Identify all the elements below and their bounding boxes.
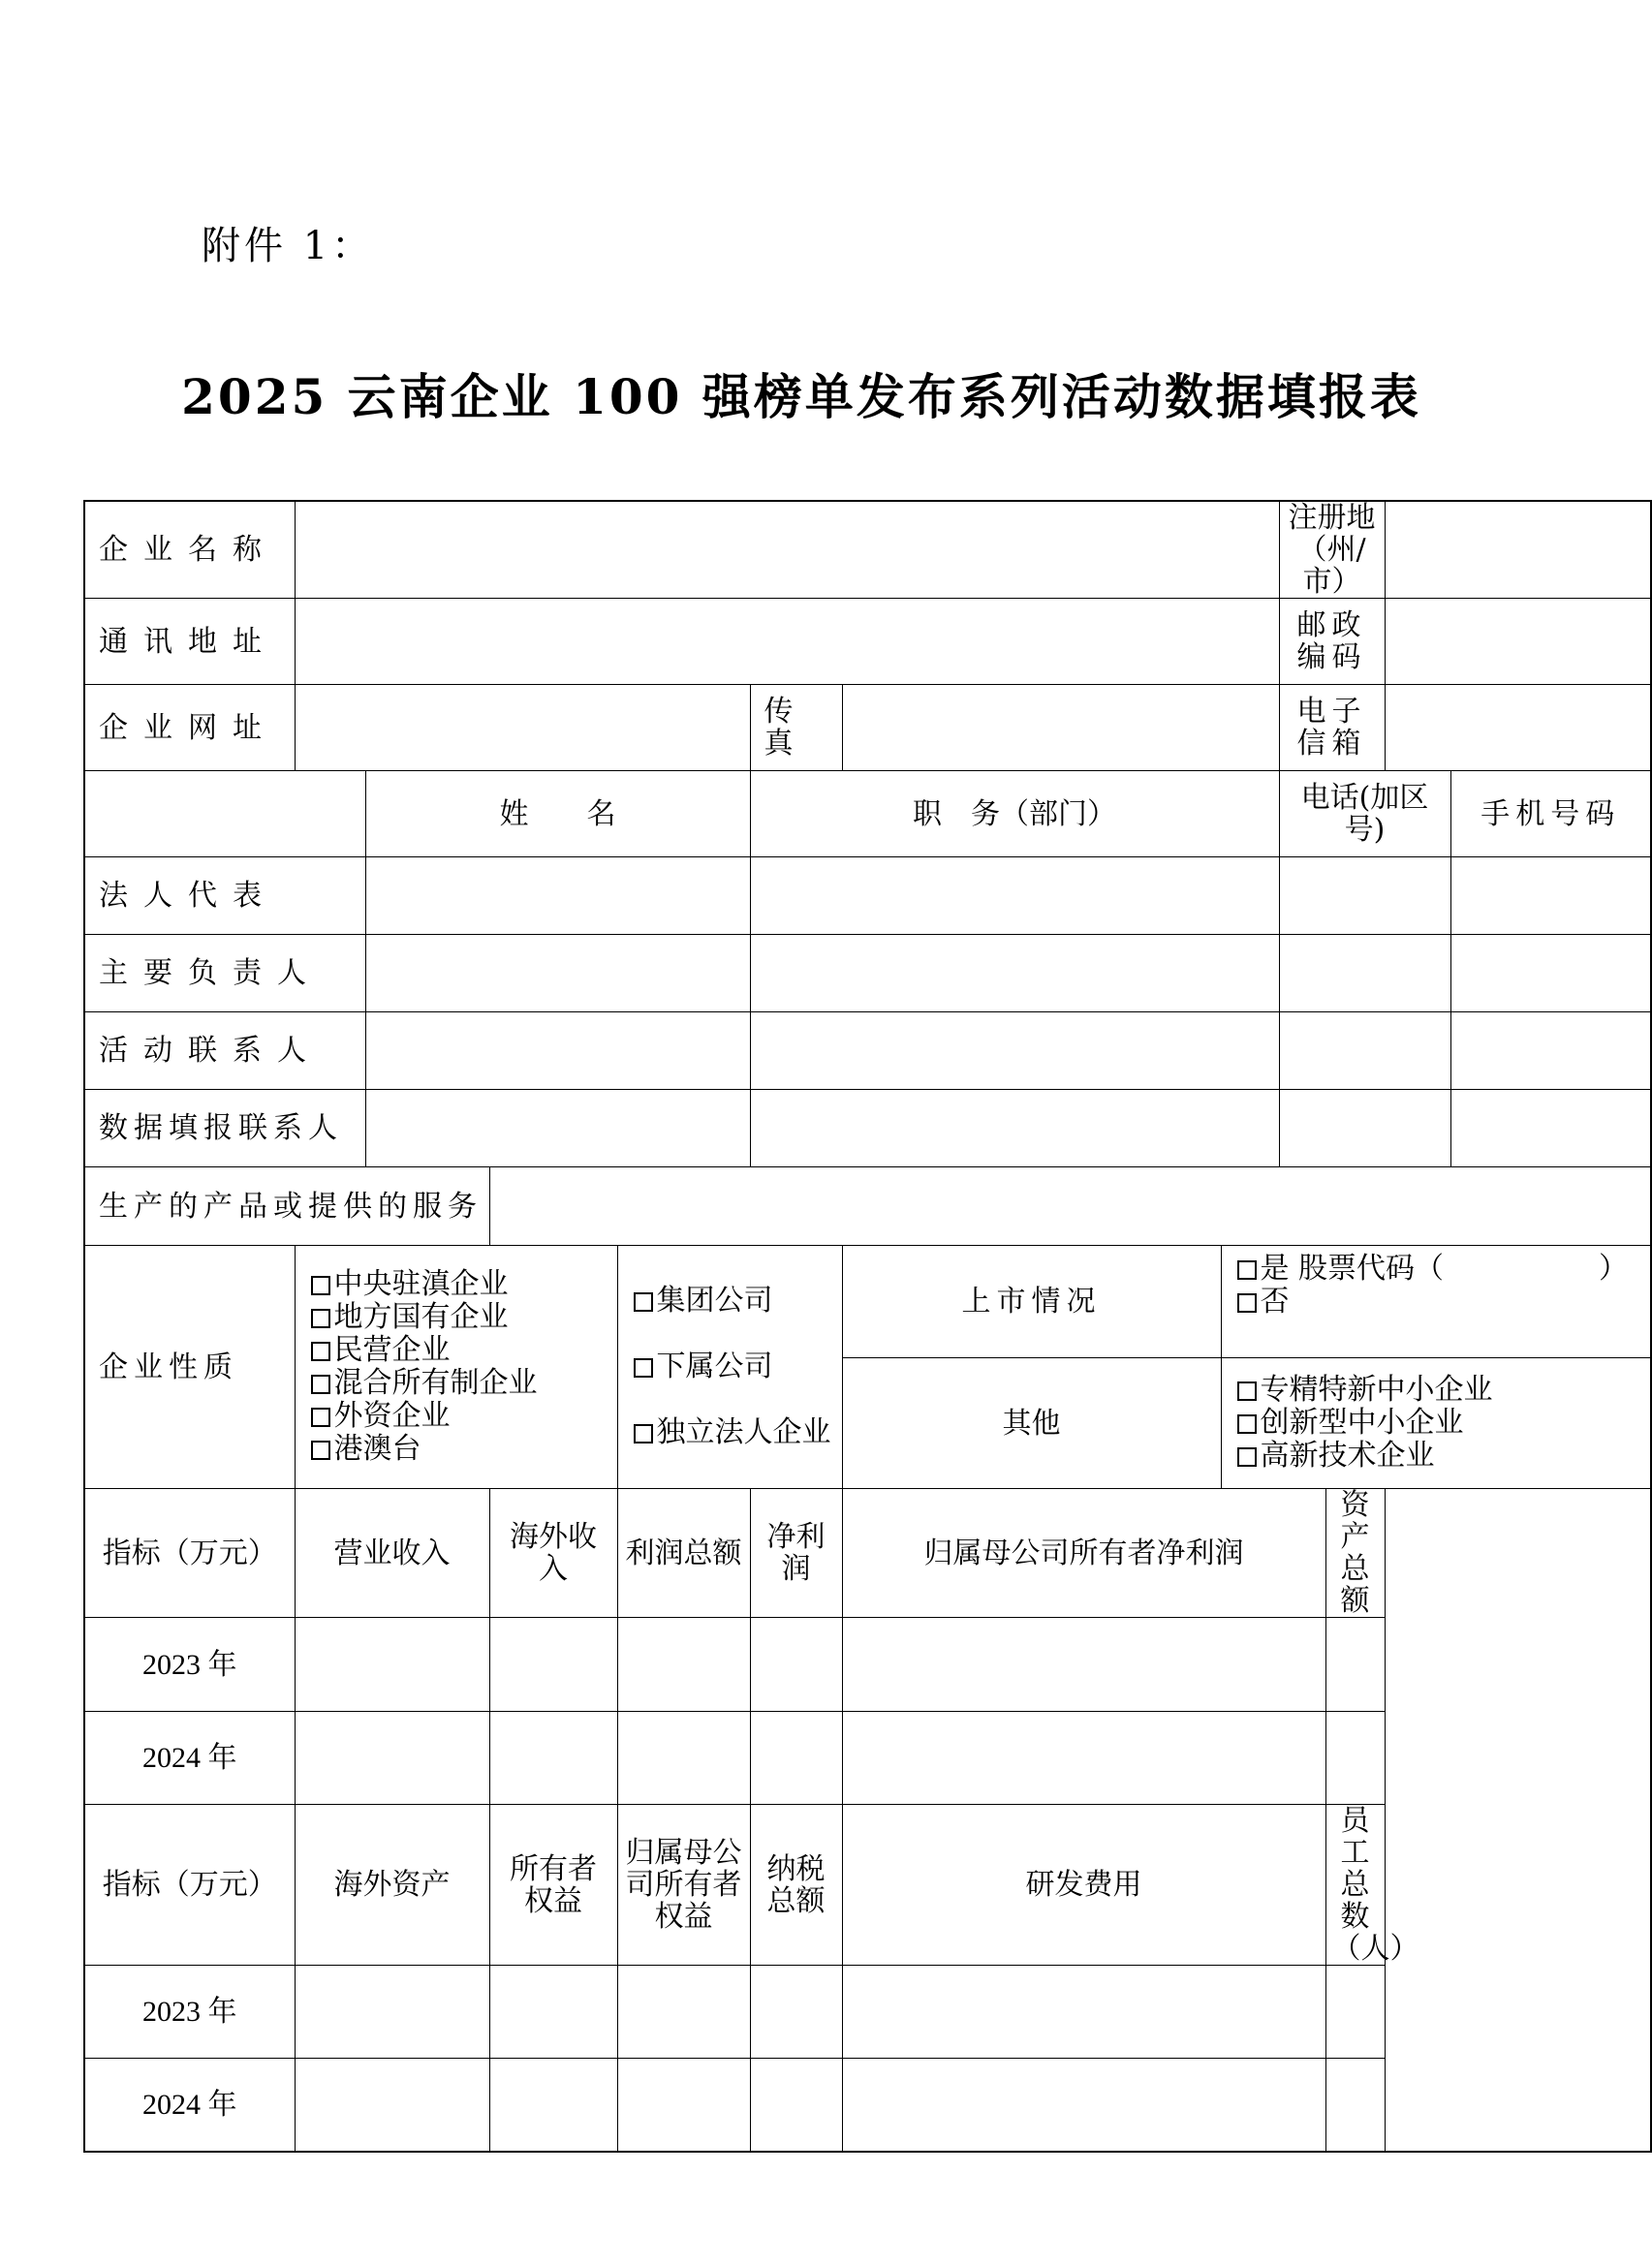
other-label: 其他 <box>842 1358 1221 1489</box>
metrics1-label: 指标（万元） <box>84 1489 295 1618</box>
metric-field[interactable] <box>489 2059 617 2152</box>
structure-option[interactable] <box>634 1400 836 1466</box>
contact-name-field[interactable] <box>365 857 750 935</box>
metrics1-header: 海外收入 <box>489 1489 617 1618</box>
metric-field[interactable] <box>842 1966 1325 2059</box>
checkbox-icon[interactable] <box>311 1408 330 1427</box>
contact-row-label: 活动联系人 <box>84 1012 365 1090</box>
contact-mobile-field[interactable] <box>1450 1012 1651 1090</box>
structure-option[interactable] <box>634 1334 836 1400</box>
contact-position-field[interactable] <box>750 1090 1279 1167</box>
address-label: 通讯地址 <box>84 599 295 685</box>
metric-field[interactable] <box>842 2059 1325 2152</box>
metric-field[interactable] <box>295 1966 489 2059</box>
ownership-option-label: 民营企业 <box>333 1333 451 1367</box>
metrics2-header: 纳税总额 <box>750 1805 842 1966</box>
metrics2-header: 所有者权益 <box>489 1805 617 1966</box>
contact-name-field[interactable] <box>365 935 750 1012</box>
listing-yes-label: 是 股票代码（ <box>1260 1251 1445 1286</box>
page-title: 2025 云南企业 100 强榜单发布系列活动数据填报表 <box>181 368 1421 425</box>
ownership-option-label: 港澳台 <box>333 1432 421 1466</box>
metric-field[interactable] <box>750 2059 842 2152</box>
structure-option-label: 独立法人企业 <box>656 1415 831 1449</box>
email-label: 电子信箱 <box>1279 685 1385 771</box>
postcode-field[interactable] <box>1385 599 1651 685</box>
metrics1-year-label: 2023 年 <box>84 1618 295 1712</box>
reg-place-label-line2: （州/市） <box>1297 533 1366 599</box>
website-label: 企业网址 <box>84 685 295 771</box>
contacts-corner-cell <box>84 771 365 857</box>
products-field[interactable] <box>489 1167 1651 1246</box>
listing-options <box>1221 1246 1651 1358</box>
metric-field[interactable] <box>295 1712 489 1805</box>
fax-field[interactable] <box>842 685 1279 771</box>
reg-place-field[interactable] <box>1385 501 1651 599</box>
other-option-label: 创新型中小企业 <box>1260 1406 1464 1440</box>
metric-field[interactable] <box>1325 2059 1385 2152</box>
ownership-option[interactable] <box>311 1301 611 1334</box>
listing-yes-close: ） <box>1599 1251 1629 1286</box>
metric-field[interactable] <box>1325 1712 1385 1805</box>
checkbox-icon[interactable] <box>634 1292 653 1312</box>
checkbox-icon[interactable] <box>1237 1381 1257 1401</box>
checkbox-icon[interactable] <box>311 1309 330 1328</box>
company-name-field[interactable] <box>295 501 1279 599</box>
ownership-option[interactable] <box>311 1334 611 1367</box>
contact-mobile-field[interactable] <box>1450 935 1651 1012</box>
metrics2-header: 海外资产 <box>295 1805 489 1966</box>
contact-row-label: 数据填报联系人 <box>84 1090 365 1167</box>
contact-mobile-field[interactable] <box>1450 857 1651 935</box>
metrics2-header: 员工总数（人） <box>1325 1805 1385 1966</box>
metrics2-header: 研发费用 <box>842 1805 1325 1966</box>
metrics1-header: 利润总额 <box>617 1489 750 1618</box>
other-options <box>1221 1358 1651 1489</box>
fax-label: 传 真 <box>750 685 842 771</box>
ownership-options <box>295 1246 617 1489</box>
contact-position-field[interactable] <box>750 857 1279 935</box>
other-option[interactable] <box>1237 1407 1645 1440</box>
metric-field[interactable] <box>295 1618 489 1712</box>
metric-field[interactable] <box>1325 1966 1385 2059</box>
metrics1-header: 资产总额 <box>1325 1489 1385 1618</box>
metrics2-year-label: 2024 年 <box>84 2059 295 2152</box>
products-label: 生产的产品或提供的服务 <box>84 1167 489 1246</box>
metric-field[interactable] <box>489 1966 617 2059</box>
contact-row-label: 法人代表 <box>84 857 365 935</box>
metric-field[interactable] <box>617 2059 750 2152</box>
checkbox-icon[interactable] <box>634 1424 653 1443</box>
checkbox-icon[interactable] <box>311 1342 330 1361</box>
metric-field[interactable] <box>617 1712 750 1805</box>
checkbox-icon[interactable] <box>1237 1293 1257 1313</box>
attachment-label: 附件 1： <box>202 224 375 268</box>
listing-label: 上市情况 <box>842 1246 1221 1358</box>
metric-field[interactable] <box>842 1712 1325 1805</box>
metrics2-label: 指标（万元） <box>84 1805 295 1966</box>
other-option-label: 高新技术企业 <box>1260 1439 1435 1473</box>
checkbox-icon[interactable] <box>634 1358 653 1378</box>
metric-field[interactable] <box>617 1618 750 1712</box>
ownership-option[interactable] <box>311 1400 611 1433</box>
ownership-option-label: 中央驻滇企业 <box>333 1267 509 1301</box>
checkbox-icon[interactable] <box>311 1441 330 1460</box>
listing-no-option[interactable] <box>1237 1286 1645 1319</box>
contact-phone-field[interactable] <box>1279 1090 1450 1167</box>
reg-place-label-line1: 注册地 <box>1288 501 1376 535</box>
ownership-option[interactable] <box>311 1367 611 1400</box>
contact-name-field[interactable] <box>365 1012 750 1090</box>
contact-phone-field[interactable] <box>1279 935 1450 1012</box>
ownership-option[interactable] <box>311 1433 611 1466</box>
nature-label: 企业性质 <box>84 1246 295 1489</box>
email-field[interactable] <box>1385 685 1651 771</box>
metric-field[interactable] <box>750 1618 842 1712</box>
checkbox-icon[interactable] <box>1237 1414 1257 1434</box>
contacts-header-mobile: 手机号码 <box>1450 771 1651 857</box>
contact-phone-field[interactable] <box>1279 857 1450 935</box>
metric-field[interactable] <box>750 1966 842 2059</box>
metrics1-header: 净利润 <box>750 1489 842 1618</box>
metric-field[interactable] <box>617 1966 750 2059</box>
structure-options <box>617 1246 842 1489</box>
metrics1-year-label: 2024 年 <box>84 1712 295 1805</box>
metric-field[interactable] <box>489 1712 617 1805</box>
listing-spacer <box>1237 1319 1645 1351</box>
listing-yes-option[interactable] <box>1237 1253 1645 1286</box>
metric-field[interactable] <box>750 1712 842 1805</box>
listing-no-label: 否 <box>1260 1284 1290 1319</box>
metric-field[interactable] <box>489 1618 617 1712</box>
contacts-header-phone: 电话(加区号) <box>1279 771 1450 857</box>
ownership-option-label: 地方国有企业 <box>333 1300 509 1334</box>
other-option[interactable] <box>1237 1374 1645 1407</box>
metric-field[interactable] <box>1325 1618 1385 1712</box>
reg-place-label <box>1279 501 1385 599</box>
address-field[interactable] <box>295 599 1279 685</box>
metric-field[interactable] <box>295 2059 489 2152</box>
metric-field[interactable] <box>842 1618 1325 1712</box>
contact-position-field[interactable] <box>750 935 1279 1012</box>
structure-option-label: 集团公司 <box>656 1284 773 1318</box>
metrics2-header: 归属母公司所有者权益 <box>617 1805 750 1966</box>
postcode-label: 邮政编码 <box>1279 599 1385 685</box>
contacts-header-name: 姓 名 <box>365 771 750 857</box>
checkbox-icon[interactable] <box>311 1375 330 1394</box>
contact-mobile-field[interactable] <box>1450 1090 1651 1167</box>
ownership-option-label: 外资企业 <box>333 1399 451 1433</box>
contact-phone-field[interactable] <box>1279 1012 1450 1090</box>
metrics1-header: 营业收入 <box>295 1489 489 1618</box>
data-form-table <box>83 500 1652 2153</box>
structure-option-label: 下属公司 <box>656 1350 773 1383</box>
ownership-option-label: 混合所有制企业 <box>333 1366 538 1400</box>
other-option[interactable] <box>1237 1440 1645 1473</box>
ownership-option[interactable] <box>311 1268 611 1301</box>
checkbox-icon[interactable] <box>1237 1260 1257 1280</box>
metrics1-header: 归属母公司所有者净利润 <box>842 1489 1325 1618</box>
contact-name-field[interactable] <box>365 1090 750 1167</box>
structure-option[interactable] <box>634 1268 836 1334</box>
website-field[interactable] <box>295 685 750 771</box>
contacts-header-position: 职 务（部门） <box>750 771 1279 857</box>
checkbox-icon[interactable] <box>1237 1447 1257 1467</box>
other-option-label: 专精特新中小企业 <box>1260 1373 1493 1407</box>
contact-row-label: 主要负责人 <box>84 935 365 1012</box>
contact-position-field[interactable] <box>750 1012 1279 1090</box>
company-name-label: 企业名称 <box>84 501 295 599</box>
metrics2-year-label: 2023 年 <box>84 1966 295 2059</box>
checkbox-icon[interactable] <box>311 1276 330 1295</box>
